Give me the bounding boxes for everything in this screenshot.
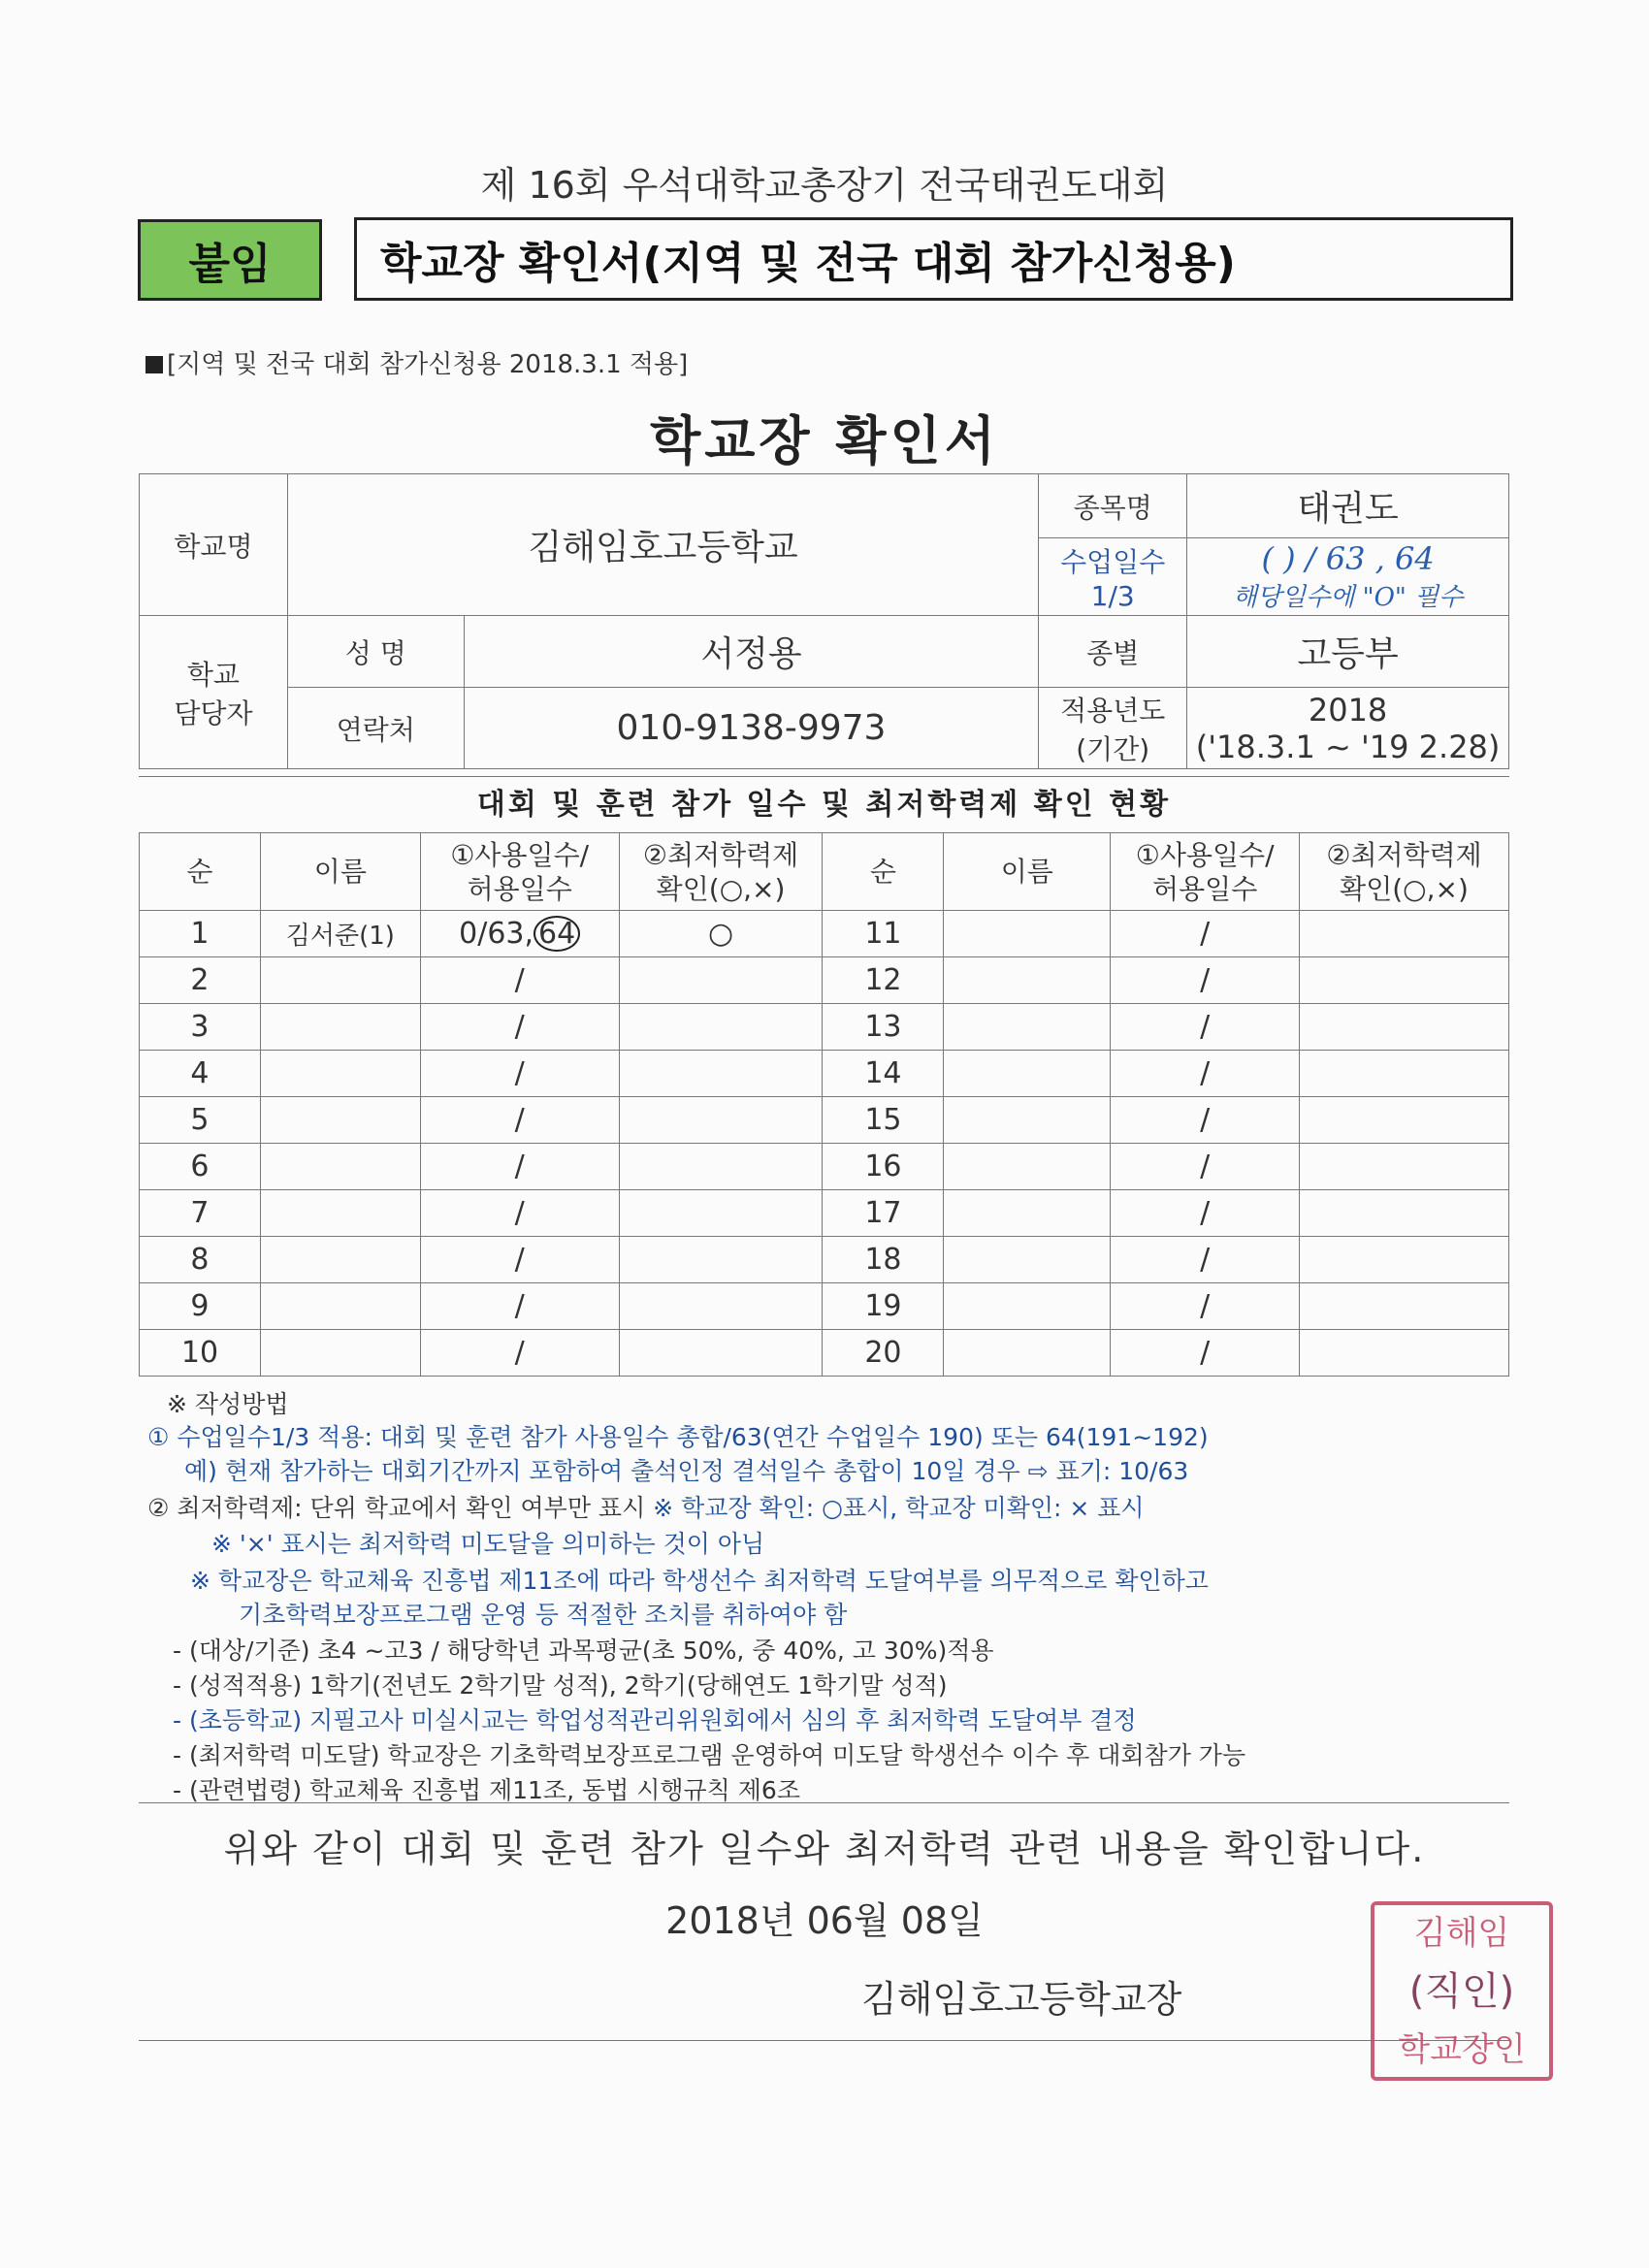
table-row: 9 / 19 / bbox=[140, 1283, 1509, 1330]
contact-label: 연락처 bbox=[287, 688, 464, 769]
howto-line-8: - (성적적용) 1학기(전년도 2학기말 성적), 2학기(당해연도 1학기말 성적) bbox=[173, 1671, 948, 1700]
header-title: 학교장 확인서(지역 및 전국 대회 참가신청용) bbox=[354, 217, 1513, 301]
howto-line-9: - (초등학교) 지필고사 미실시교는 학업성적관리위원회에서 심의 후 최저학력 도달여부 결정 bbox=[173, 1706, 1137, 1734]
issue-date: 2018년 06월 08일 bbox=[665, 1899, 984, 1942]
confirmation-text: 위와 같이 대회 및 훈련 참가 일수와 최저학력 관련 내용을 확인합니다. bbox=[223, 1828, 1426, 1870]
year-value: 2018 ('18.3.1 ~ '19 2.28) bbox=[1187, 688, 1509, 769]
header-no-2: 순 bbox=[823, 833, 944, 911]
year-label: 적용년도 (기간) bbox=[1039, 688, 1187, 769]
attachment-badge: 붙임 bbox=[138, 219, 322, 301]
name-label: 성 명 bbox=[287, 616, 464, 688]
header-no: 순 bbox=[140, 833, 261, 911]
header-days: ①사용일수/ 허용일수 bbox=[420, 833, 619, 911]
days-cell: 0/63, 64 bbox=[420, 911, 619, 957]
header-name-2: 이름 bbox=[944, 833, 1111, 911]
table-row: 1 김서준(1) 0/63, 64 ○ 11 / bbox=[140, 911, 1509, 957]
howto-line-2: 예) 현재 참가하는 대회기간까지 포함하여 출석인정 결석일수 총합이 10일 경우 ⇨ 표기: 10/63 bbox=[184, 1457, 1189, 1485]
days-label: 수업일수 1/3 bbox=[1039, 538, 1187, 616]
school-name: 김해임호고등학교 bbox=[287, 474, 1038, 616]
table-row: 8 / 18 / bbox=[140, 1237, 1509, 1283]
table-row: 10 / 20 / bbox=[140, 1330, 1509, 1377]
school-label: 학교명 bbox=[140, 474, 288, 616]
manager-label: 학교 담당자 bbox=[140, 616, 288, 769]
check-cell: ○ bbox=[619, 911, 823, 957]
howto-line-10: - (최저학력 미도달) 학교장은 기초학력보장프로그램 운영하여 미도달 학생선수 이수 후 대회참가 가능 bbox=[173, 1741, 1246, 1769]
header-check: ②최저학력제 확인(○,×) bbox=[619, 833, 823, 911]
participation-table bbox=[139, 832, 1509, 1377]
category-value: 고등부 bbox=[1187, 616, 1509, 688]
info-table bbox=[139, 473, 1509, 769]
category-label: 종별 bbox=[1039, 616, 1187, 688]
square-bullet-icon bbox=[146, 356, 163, 373]
howto-line-3: ② 최저학력제: 단위 학교에서 확인 여부만 표시 ※ 학교장 확인: ○표시, 학교장 미확인: × 표시 bbox=[147, 1494, 1145, 1522]
table-row: 7 / 17 / bbox=[140, 1190, 1509, 1237]
document-title: 학교장 확인서 bbox=[650, 410, 999, 471]
table-row: 4 / 14 / bbox=[140, 1051, 1509, 1097]
howto-line-1: ① 수업일수1/3 적용: 대회 및 훈련 참가 사용일수 총합/63(연간 수업일수 190) 또는 64(191~192) bbox=[147, 1423, 1209, 1451]
principal-name: 김해임호고등학교장 bbox=[861, 1978, 1182, 2021]
contact-value: 010-9138-9973 bbox=[464, 688, 1039, 769]
name-value: 서정용 bbox=[464, 616, 1039, 688]
howto-line-4: ※ '×' 표시는 최저학력 미도달을 의미하는 것이 아님 bbox=[211, 1530, 765, 1558]
application-note: [지역 및 전국 대회 참가신청용 2018.3.1 적용] bbox=[146, 344, 688, 380]
header-days-2: ①사용일수/ 허용일수 bbox=[1111, 833, 1300, 911]
header-check-2: ②최저학력제 확인(○,×) bbox=[1300, 833, 1509, 911]
table-row: 3 / 13 / bbox=[140, 1004, 1509, 1051]
divider bbox=[139, 1802, 1509, 1803]
bottom-rule bbox=[139, 2040, 1509, 2041]
header-name: 이름 bbox=[260, 833, 420, 911]
table-row: 2 / 12 / bbox=[140, 957, 1509, 1004]
howto-line-5: ※ 학교장은 학교체육 진흥법 제11조에 따라 학생선수 최저학력 도달여부를 의무적으로 확인하고 bbox=[190, 1567, 1209, 1595]
howto-title: ※ 작성방법 bbox=[167, 1390, 289, 1418]
table-row: 5 / 15 / bbox=[140, 1097, 1509, 1144]
howto-line-7: - (대상/기준) 초4 ~고3 / 해당학년 과목평균(초 50%, 중 40%, 고 30%)적용 bbox=[173, 1636, 994, 1665]
event-label: 종목명 bbox=[1039, 474, 1187, 538]
section-title: 대회 및 훈련 참가 일수 및 최저학력제 확인 현황 bbox=[139, 776, 1509, 833]
howto-line-6: 기초학력보장프로그램 운영 등 적절한 조치를 취하여야 함 bbox=[239, 1601, 848, 1629]
official-seal: 김해임 (직인) 학교장인 bbox=[1371, 1901, 1553, 2081]
days-value: ( ) / 63 , 64 해당일수에 "O" 필수 bbox=[1187, 538, 1509, 616]
howto-line-11: - (관련법령) 학교체육 진흥법 제11조, 동법 시행규칙 제6조 bbox=[173, 1776, 800, 1804]
event-title: 제 16회 우석대학교총장기 전국태권도대회 bbox=[480, 164, 1169, 207]
table-row: 6 / 16 / bbox=[140, 1144, 1509, 1190]
event-value: 태권도 bbox=[1187, 474, 1509, 538]
